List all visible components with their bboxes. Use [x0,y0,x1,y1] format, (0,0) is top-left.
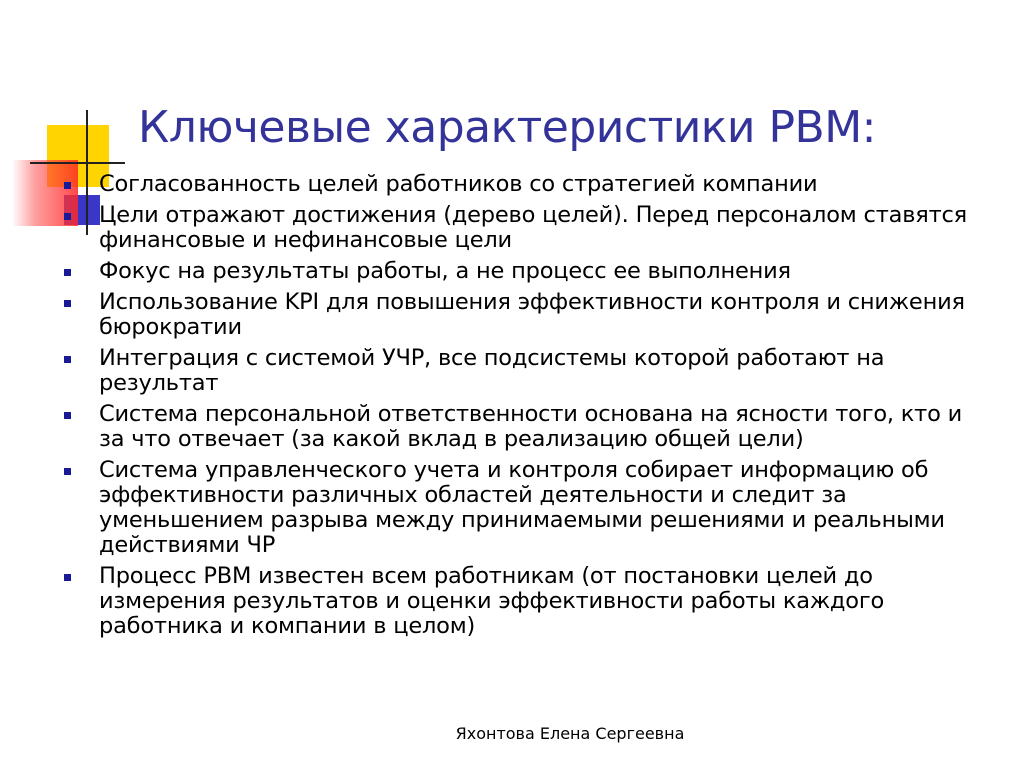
square-bullet-icon [64,412,71,419]
square-bullet-icon [64,468,71,475]
bullet-item [62,564,992,639]
bullet-item [62,203,992,253]
square-bullet-icon [64,269,71,276]
bullet-text: Согласованность целей работников со стратегией компании [99,171,818,197]
bullet-item [62,290,992,340]
square-bullet-icon [64,574,71,581]
bullet-item [62,172,992,197]
bullet-item [62,402,992,452]
slide-title: Ключевые характеристики PBM: [138,102,876,153]
decorative-horizontal-line [30,162,125,164]
bullet-text: Система управленческого учета и контроля собирает информацию об эффективности различных областей деятельности и следит за уменьшением разрыва между принимаемыми решениями и реальными действиями ЧР [99,457,945,558]
square-bullet-icon [64,300,71,307]
bullet-text: Система персональной ответственности основана на ясности того, кто и за что отвечает (за какой вклад в реализацию общей цели) [99,401,963,452]
square-bullet-icon [64,213,71,220]
bullet-item [62,259,992,284]
square-bullet-icon [64,356,71,363]
bullet-text: Процесс PBM известен всем работникам (от постановки целей до измерения результатов и оценки эффективности работы каждого работника и компании в целом) [99,563,885,639]
square-bullet-icon [64,182,71,189]
bullet-text: Фокус на результаты работы, а не процесс ее выполнения [99,258,791,284]
bullet-item [62,346,992,396]
bullet-text: Использование KPI для повышения эффективности контроля и снижения бюрократии [99,289,965,340]
bullet-text: Интеграция с системой УЧР, все подсистемы которой работают на результат [99,345,885,396]
bullet-item [62,458,992,558]
bullet-list [62,172,992,645]
bullet-text: Цели отражают достижения (дерево целей). Перед персоналом ставятся финансовые и нефинансовые цели [99,202,968,253]
footer-author: Яхонтова Елена Сергеевна [455,724,685,743]
